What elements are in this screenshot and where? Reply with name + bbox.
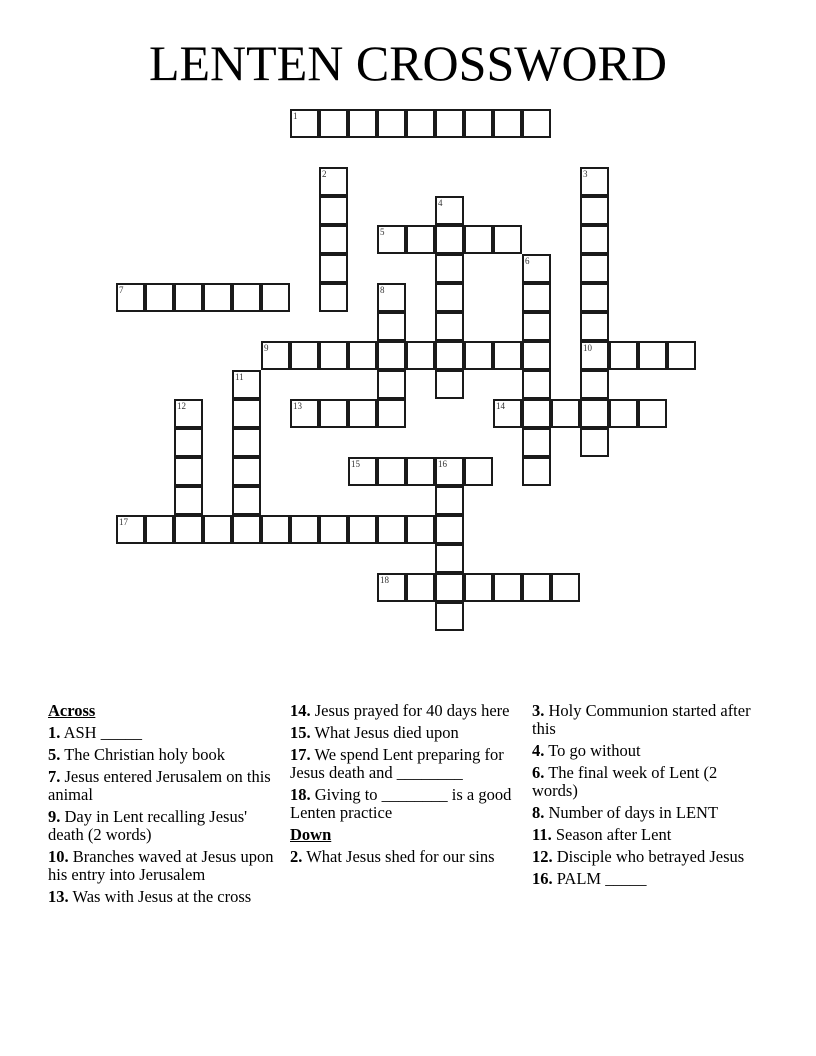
grid-cell[interactable]	[435, 196, 464, 225]
clues-column-1	[48, 702, 280, 910]
grid-cell[interactable]	[435, 544, 464, 573]
grid-cell[interactable]	[667, 341, 696, 370]
clue-number: 15.	[290, 723, 311, 742]
clue-across-17	[290, 746, 522, 782]
cell-number: 6	[525, 256, 530, 266]
clue-across-1	[48, 724, 280, 742]
cell-number: 11	[235, 372, 244, 382]
grid-cell[interactable]	[435, 109, 464, 138]
grid-cell[interactable]	[522, 312, 551, 341]
clue-text: ASH _____	[63, 723, 142, 742]
grid-cell[interactable]	[551, 399, 580, 428]
grid-cell[interactable]	[493, 399, 522, 428]
grid-cell[interactable]	[406, 573, 435, 602]
cell-number: 1	[293, 111, 298, 121]
clue-text: PALM _____	[556, 869, 647, 888]
grid-cell[interactable]	[145, 283, 174, 312]
grid-cell[interactable]	[464, 573, 493, 602]
grid-cell[interactable]	[174, 457, 203, 486]
grid-cell[interactable]	[580, 399, 609, 428]
cell-number: 15	[351, 459, 360, 469]
grid-cell[interactable]	[377, 515, 406, 544]
grid-cell[interactable]	[406, 225, 435, 254]
grid-cell[interactable]	[319, 167, 348, 196]
clue-down-6	[532, 764, 764, 800]
grid-cell[interactable]	[232, 515, 261, 544]
clue-text: Holy Communion started after this	[532, 701, 751, 738]
grid-cell[interactable]	[319, 283, 348, 312]
clue-number: 7.	[48, 767, 61, 786]
clue-across-7	[48, 768, 280, 804]
grid-cell[interactable]	[435, 602, 464, 631]
clue-number: 13.	[48, 887, 69, 906]
clue-down-3	[532, 702, 764, 738]
page-title: LENTEN CROSSWORD	[148, 35, 668, 91]
grid-cell[interactable]	[522, 341, 551, 370]
cell-number: 7	[119, 285, 124, 295]
clue-number: 3.	[532, 701, 545, 720]
cell-number: 16	[438, 459, 447, 469]
clue-number: 6.	[532, 763, 545, 782]
grid-cell[interactable]	[435, 283, 464, 312]
clue-text: Branches waved at Jesus upon his entry into Jerusalem	[48, 847, 274, 884]
grid-cell[interactable]	[319, 196, 348, 225]
clue-text: The Christian holy book	[64, 745, 226, 764]
grid-cell[interactable]	[261, 515, 290, 544]
grid-cell[interactable]	[319, 225, 348, 254]
clue-text: Number of days in LENT	[548, 803, 719, 822]
grid-cell[interactable]	[174, 515, 203, 544]
grid-cell[interactable]	[174, 283, 203, 312]
grid-cell[interactable]	[377, 109, 406, 138]
grid-cell[interactable]	[522, 254, 551, 283]
grid-cell[interactable]	[319, 341, 348, 370]
clue-across-18	[290, 786, 522, 822]
grid-cell[interactable]	[319, 254, 348, 283]
clue-text: What Jesus shed for our sins	[306, 847, 495, 866]
cell-number: 14	[496, 401, 505, 411]
clue-text: To go without	[548, 741, 641, 760]
grid-cell[interactable]	[319, 109, 348, 138]
clue-number: 8.	[532, 803, 545, 822]
grid-cell[interactable]	[580, 196, 609, 225]
clue-number: 16.	[532, 869, 553, 888]
grid-cell[interactable]	[522, 399, 551, 428]
clue-text: We spend Lent preparing for Jesus death and ________	[290, 745, 504, 782]
grid-cell[interactable]	[522, 109, 551, 138]
clue-text: Jesus prayed for 40 days here	[314, 701, 510, 720]
grid-cell[interactable]	[406, 457, 435, 486]
grid-cell[interactable]	[232, 428, 261, 457]
cell-number: 10	[583, 343, 592, 353]
grid-cell[interactable]	[377, 341, 406, 370]
cell-number: 4	[438, 198, 443, 208]
grid-cell[interactable]	[377, 573, 406, 602]
grid-cell[interactable]	[522, 428, 551, 457]
clues-column-3	[532, 702, 764, 892]
clue-number: 11.	[532, 825, 552, 844]
grid-cell[interactable]	[435, 254, 464, 283]
crossword-grid	[117, 110, 717, 650]
grid-cell[interactable]	[435, 457, 464, 486]
grid-cell[interactable]	[580, 312, 609, 341]
clue-across-5	[48, 746, 280, 764]
clue-down-11	[532, 826, 764, 844]
grid-cell[interactable]	[580, 283, 609, 312]
clue-number: 2.	[290, 847, 303, 866]
cell-number: 9	[264, 343, 269, 353]
grid-cell[interactable]	[174, 428, 203, 457]
clue-number: 10.	[48, 847, 69, 866]
grid-cell[interactable]	[116, 283, 145, 312]
clue-across-9	[48, 808, 280, 844]
grid-cell[interactable]	[145, 515, 174, 544]
clue-text: Giving to ________ is a good Lenten practice	[290, 785, 512, 822]
grid-cell[interactable]	[609, 341, 638, 370]
grid-cell[interactable]	[493, 573, 522, 602]
clue-down-2	[290, 848, 522, 866]
grid-cell[interactable]	[261, 283, 290, 312]
clue-number: 1.	[48, 723, 61, 742]
grid-cell[interactable]	[522, 573, 551, 602]
grid-cell[interactable]	[319, 515, 348, 544]
grid-cell[interactable]	[290, 515, 319, 544]
clue-number: 18.	[290, 785, 311, 804]
cell-number: 18	[380, 575, 389, 585]
grid-cell[interactable]	[232, 370, 261, 399]
clue-text: Day in Lent recalling Jesus' death (2 words)	[48, 807, 248, 844]
grid-cell[interactable]	[406, 515, 435, 544]
grid-cell[interactable]	[435, 486, 464, 515]
grid-cell[interactable]	[406, 109, 435, 138]
grid-cell[interactable]	[522, 283, 551, 312]
grid-cell[interactable]	[580, 341, 609, 370]
cell-number: 2	[322, 169, 327, 179]
grid-cell[interactable]	[261, 341, 290, 370]
cell-number: 3	[583, 169, 588, 179]
grid-cell[interactable]	[377, 399, 406, 428]
grid-cell[interactable]	[319, 399, 348, 428]
grid-cell[interactable]	[580, 225, 609, 254]
grid-cell[interactable]	[464, 341, 493, 370]
clue-number: 4.	[532, 741, 545, 760]
grid-cell[interactable]	[377, 225, 406, 254]
clue-down-4	[532, 742, 764, 760]
clues-column-2	[290, 702, 522, 870]
clue-number: 12.	[532, 847, 553, 866]
grid-cell[interactable]	[348, 515, 377, 544]
grid-cell[interactable]	[116, 515, 145, 544]
grid-cell[interactable]	[377, 312, 406, 341]
clue-text: Was with Jesus at the cross	[72, 887, 252, 906]
grid-cell[interactable]	[348, 109, 377, 138]
clue-text: The final week of Lent (2 words)	[532, 763, 718, 800]
cell-number: 5	[380, 227, 385, 237]
grid-cell[interactable]	[348, 457, 377, 486]
grid-cell[interactable]	[435, 312, 464, 341]
clue-across-14	[290, 702, 522, 720]
grid-cell[interactable]	[580, 167, 609, 196]
clue-down-12	[532, 848, 764, 866]
clue-down-8	[532, 804, 764, 822]
cell-number: 12	[177, 401, 186, 411]
across-header: Across	[48, 701, 96, 720]
cell-number: 8	[380, 285, 385, 295]
grid-cell[interactable]	[493, 109, 522, 138]
grid-cell[interactable]	[638, 399, 667, 428]
grid-cell[interactable]	[580, 370, 609, 399]
grid-cell[interactable]	[435, 225, 464, 254]
cell-number: 17	[119, 517, 128, 527]
grid-cell[interactable]	[522, 370, 551, 399]
grid-cell[interactable]	[435, 573, 464, 602]
grid-cell[interactable]	[232, 486, 261, 515]
grid-cell[interactable]	[435, 515, 464, 544]
grid-cell[interactable]	[638, 341, 667, 370]
grid-cell[interactable]	[435, 370, 464, 399]
grid-cell[interactable]	[348, 341, 377, 370]
grid-cell[interactable]	[464, 109, 493, 138]
down-header: Down	[290, 825, 332, 844]
grid-cell[interactable]	[377, 283, 406, 312]
grid-cell[interactable]	[232, 457, 261, 486]
grid-cell[interactable]	[232, 283, 261, 312]
grid-cell[interactable]	[203, 515, 232, 544]
clue-number: 14.	[290, 701, 311, 720]
grid-cell[interactable]	[174, 399, 203, 428]
grid-cell[interactable]	[551, 573, 580, 602]
grid-cell[interactable]	[377, 370, 406, 399]
clue-number: 17.	[290, 745, 311, 764]
grid-cell[interactable]	[522, 457, 551, 486]
grid-cell[interactable]	[174, 486, 203, 515]
grid-cell[interactable]	[464, 225, 493, 254]
grid-cell[interactable]	[464, 457, 493, 486]
clue-down-16	[532, 870, 764, 888]
grid-cell[interactable]	[232, 399, 261, 428]
cell-number: 13	[293, 401, 302, 411]
grid-cell[interactable]	[493, 225, 522, 254]
clue-across-10	[48, 848, 280, 884]
clue-across-15	[290, 724, 522, 742]
grid-cell[interactable]	[290, 341, 319, 370]
grid-cell[interactable]	[580, 428, 609, 457]
clue-text: What Jesus died upon	[314, 723, 459, 742]
grid-cell[interactable]	[203, 283, 232, 312]
clue-number: 5.	[48, 745, 61, 764]
clue-across-13	[48, 888, 280, 906]
grid-cell[interactable]	[580, 254, 609, 283]
grid-cell[interactable]	[348, 399, 377, 428]
grid-cell[interactable]	[406, 341, 435, 370]
grid-cell[interactable]	[290, 109, 319, 138]
clue-number: 9.	[48, 807, 61, 826]
grid-cell[interactable]	[377, 457, 406, 486]
clue-text: Season after Lent	[555, 825, 672, 844]
grid-cell[interactable]	[290, 399, 319, 428]
clue-text: Jesus entered Jerusalem on this animal	[48, 767, 271, 804]
grid-cell[interactable]	[609, 399, 638, 428]
grid-cell[interactable]	[435, 341, 464, 370]
grid-cell[interactable]	[493, 341, 522, 370]
clue-text: Disciple who betrayed Jesus	[556, 847, 745, 866]
